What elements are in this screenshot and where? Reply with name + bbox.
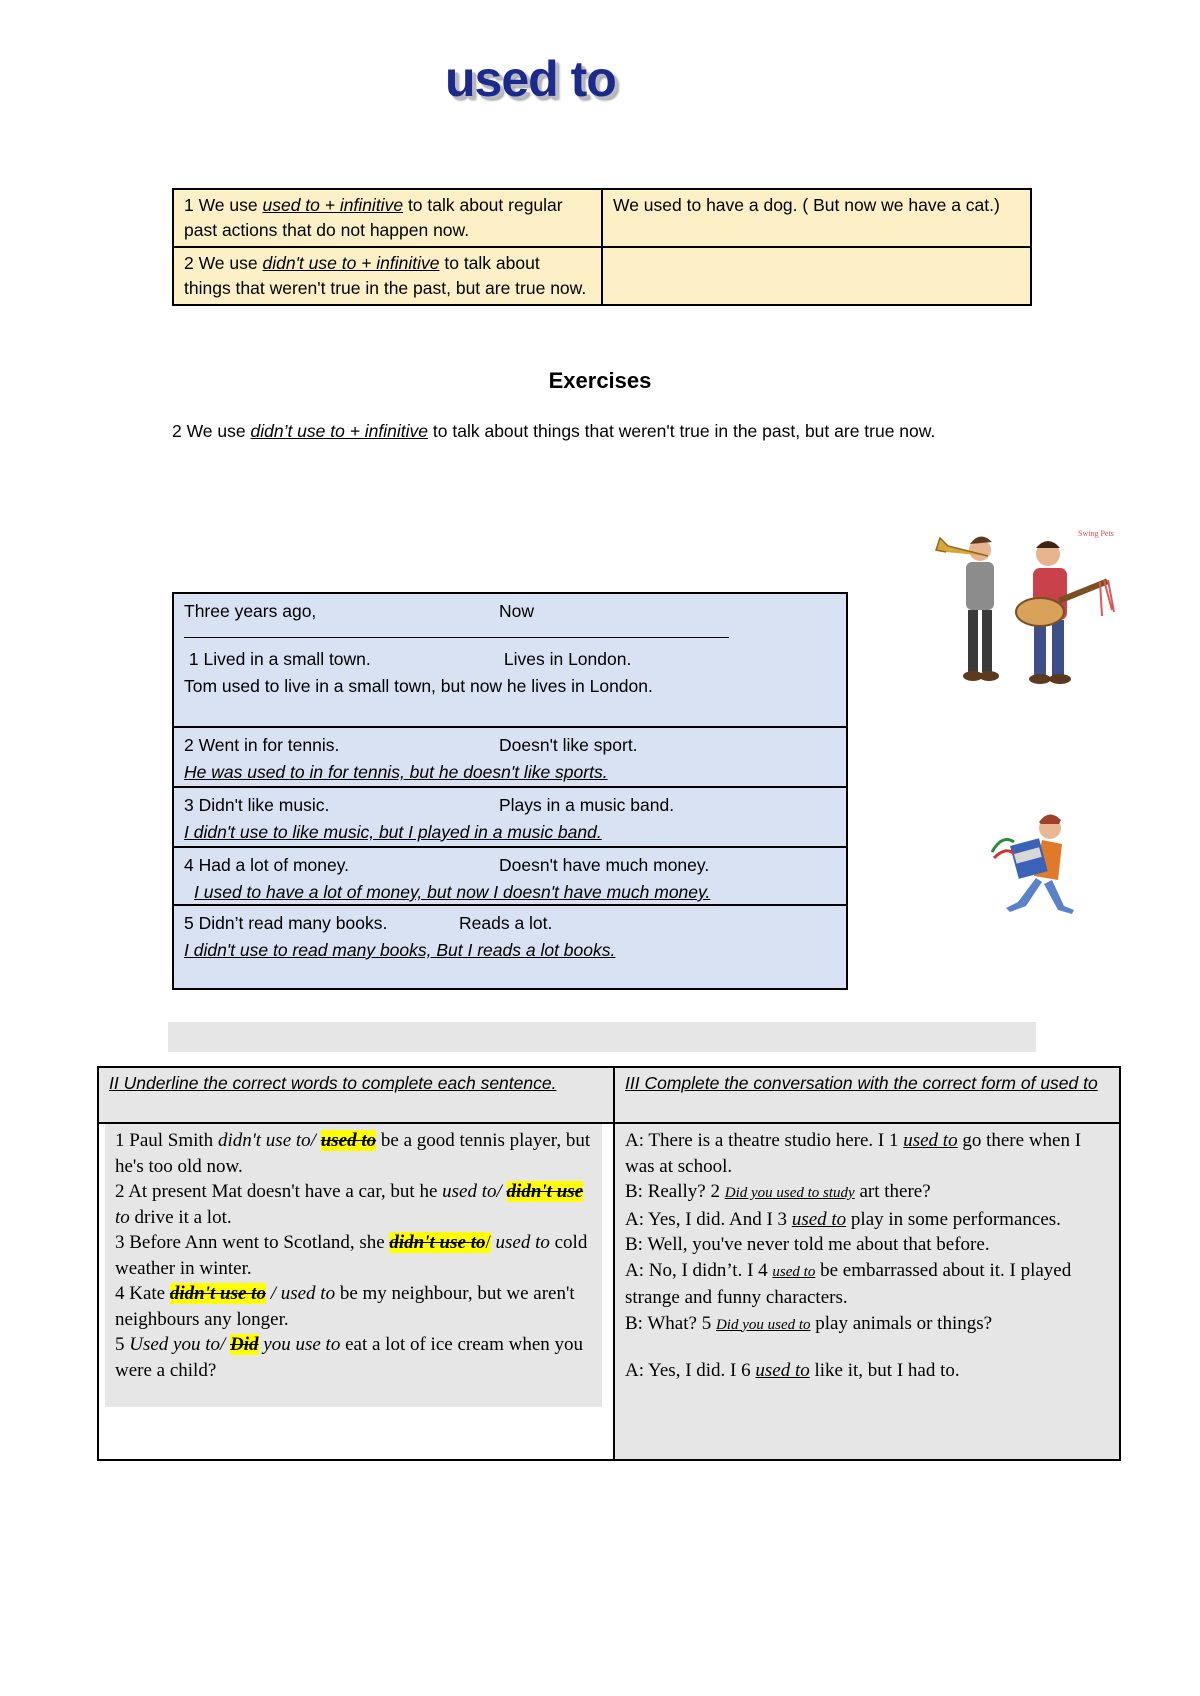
s2-start: 2 At present Mat doesn't have a car, but he — [115, 1181, 438, 1202]
line-2-text: Really? 2 — [647, 1181, 720, 1202]
line-6-answer: Did you used to — [715, 1316, 811, 1333]
musicians-illustration — [918, 522, 1128, 692]
s2-end: drive it a lot. — [134, 1206, 232, 1228]
s4-option-1: didn't use to — [169, 1283, 266, 1304]
intro-form: didn’t use to + infinitive — [250, 421, 429, 441]
task1-box-5 — [172, 904, 848, 990]
item-4-then: 4 Had a lot of money. — [184, 855, 350, 875]
dialogue-spacer — [625, 1338, 1109, 1358]
rule-1-example: We used to have a dog. ( But now we have a cat.) — [602, 189, 1031, 247]
s2-option-2: didn't use — [506, 1181, 584, 1202]
separator-bar — [168, 1022, 1036, 1052]
dialogue-line-7 — [625, 1358, 1109, 1384]
s4-end: be my neighbour, but we aren't neighbours any longer. — [115, 1283, 575, 1330]
task3-column — [613, 1066, 1121, 1459]
line-3-rest: play in some performances. — [850, 1208, 1061, 1230]
task2-sentence-4 — [115, 1281, 592, 1332]
task2-sentence-1 — [115, 1128, 592, 1179]
s1-option-2: used to — [320, 1130, 377, 1151]
rule-2-example — [602, 247, 1031, 305]
rule-2-form: didn't use to + infinitive — [262, 253, 440, 273]
item-2-then: 2 Went in for tennis. — [184, 735, 340, 755]
task3-heading: III Complete the conversation with the correct form of used to — [615, 1068, 1119, 1124]
item-4-now: Doesn't have much money. — [499, 855, 710, 875]
s4-option-2: / used to — [270, 1283, 336, 1304]
s1-option-1: didn't use to/ — [217, 1130, 316, 1151]
item-3-then: 3 Didn't like music. — [184, 795, 330, 815]
task2-sentence-2 — [115, 1179, 592, 1230]
item-5-now: Reads a lot. — [459, 913, 553, 933]
task1-item-5-prompt — [184, 910, 836, 937]
item-5-then: 5 Didn’t read many books. — [184, 913, 388, 933]
illustration-logo-text: Swing Pets — [1078, 529, 1114, 538]
task2-column — [97, 1066, 616, 1407]
dialogue-line-5 — [625, 1258, 1109, 1311]
task1-box-1 — [172, 592, 848, 728]
line-4-speaker: B: — [625, 1234, 643, 1255]
rule-2-number: 2 We use — [184, 253, 258, 273]
dialogue-line-1 — [625, 1128, 1109, 1179]
line-6-rest: play animals or things? — [815, 1312, 993, 1334]
task1-item-3-prompt — [184, 792, 836, 819]
rule-1-form: used to + infinitive — [262, 195, 404, 215]
intro-prefix: 2 We use — [172, 421, 246, 441]
item-2-now: Doesn't like sport. — [499, 735, 638, 755]
student-with-books-illustration — [982, 808, 1084, 918]
rule-1-text: to talk about regular past actions that do not happen now. — [184, 195, 563, 240]
header-divider — [184, 627, 729, 638]
task1-item-1-prompt — [184, 646, 836, 673]
task1-item-2-answer: He was used to in for tennis, but he doesn't like sports. — [184, 762, 608, 782]
page-title: used to — [445, 51, 616, 107]
s3-slash: / — [485, 1232, 491, 1253]
item-1-now: Lives in London. — [503, 649, 632, 669]
s2-option-3: to — [115, 1206, 130, 1228]
task2-body — [105, 1124, 602, 1407]
s4-start: 4 Kate — [115, 1283, 166, 1304]
task1-box-2 — [172, 726, 848, 788]
s3-end: cold weather in winter. — [115, 1232, 588, 1279]
dialogue-line-4 — [625, 1232, 1109, 1258]
rules-table — [172, 188, 1032, 306]
task1-item-5-answer: I didn't use to read many books, But I reads a lot books. — [184, 940, 616, 960]
rule-1-cell — [173, 189, 602, 247]
dialogue-line-2 — [625, 1179, 1109, 1207]
s1-end: be a good tennis player, but he's too old now. — [115, 1130, 591, 1177]
line-7-speaker: A: — [625, 1360, 644, 1381]
header-now: Now — [499, 601, 535, 621]
s1-start: 1 Paul Smith — [115, 1130, 214, 1151]
line-1-text: There is a theatre studio here. I 1 — [648, 1130, 899, 1151]
line-3-answer: used to — [791, 1208, 847, 1230]
rule-1-number: 1 We use — [184, 195, 258, 215]
line-1-answer: used to — [903, 1130, 958, 1151]
s3-start: 3 Before Ann went to Scotland, she — [115, 1232, 385, 1253]
task1-header-row — [184, 598, 836, 625]
line-5-text: No, I didn’t. I 4 — [648, 1259, 768, 1281]
line-6-text: What? 5 — [647, 1312, 712, 1334]
exercises-heading: Exercises — [548, 368, 652, 393]
task1-item-4-prompt — [184, 852, 836, 879]
line-6-speaker: B: — [625, 1312, 643, 1334]
s5-end: eat a lot of ice cream when you were a child? — [115, 1334, 584, 1381]
line-2-answer: Did you used to study — [724, 1185, 855, 1201]
s3-option-2: used to — [495, 1232, 550, 1253]
task3-body — [615, 1124, 1119, 1459]
line-2-speaker: B: — [625, 1181, 643, 1202]
s2-option-1: used to/ — [442, 1181, 502, 1202]
rule-2-text: to talk about things that weren't true in the past, but are true now. — [184, 253, 587, 298]
item-1-then: 1 Lived in a small town. — [188, 649, 371, 669]
line-4-text: Well, you've never told me about that before. — [647, 1234, 990, 1255]
intro-suffix: to talk about things that weren't true in the past, but are true now. — [432, 421, 936, 441]
s5-option-2: Did — [230, 1334, 259, 1355]
s3-option-1: didn't use to — [389, 1232, 486, 1253]
line-7-text: Yes, I did. I 6 — [648, 1360, 751, 1381]
task2-sentence-3 — [115, 1230, 592, 1281]
task1-item-4-answer: I used to have a lot of money, but now I doesn't have much money. — [194, 882, 711, 902]
task2-heading: II Underline the correct words to complete each sentence. — [99, 1068, 616, 1124]
dialogue-line-6 — [625, 1311, 1109, 1339]
line-1-speaker: A: — [625, 1130, 644, 1151]
s5-option-1: Used you to/ — [129, 1334, 226, 1355]
line-5-rest: be embarrassed about it. I played strange and funny characters. — [625, 1259, 1072, 1308]
s5-start: 5 — [115, 1334, 125, 1355]
dialogue-line-3 — [625, 1207, 1109, 1233]
task1-item-1-answer: Tom used to live in a small town, but now he lives in London. — [184, 676, 653, 696]
line-7-rest: like it, but I had to. — [814, 1360, 960, 1381]
task1-box-4 — [172, 846, 848, 906]
s5-option-3: you use to — [263, 1334, 341, 1355]
line-5-answer: used to — [772, 1263, 816, 1280]
task2-sentence-5 — [115, 1332, 592, 1383]
task1-item-2-prompt — [184, 732, 836, 759]
task1-box-3 — [172, 786, 848, 848]
line-7-answer: used to — [755, 1360, 810, 1381]
exercises-intro — [172, 418, 1032, 445]
header-three-years-ago: Three years ago, — [184, 601, 317, 621]
line-3-speaker: A: — [625, 1208, 644, 1230]
task1-item-3-answer: I didn't use to like music, but I played in a music band. — [184, 822, 602, 842]
line-5-speaker: A: — [625, 1259, 644, 1281]
line-2-rest: art there? — [859, 1181, 931, 1202]
rule-2-cell — [173, 247, 602, 305]
item-3-now: Plays in a music band. — [499, 795, 675, 815]
line-1-rest: go there when I was at school. — [625, 1130, 1082, 1177]
line-3-text: Yes, I did. And I 3 — [648, 1208, 788, 1230]
